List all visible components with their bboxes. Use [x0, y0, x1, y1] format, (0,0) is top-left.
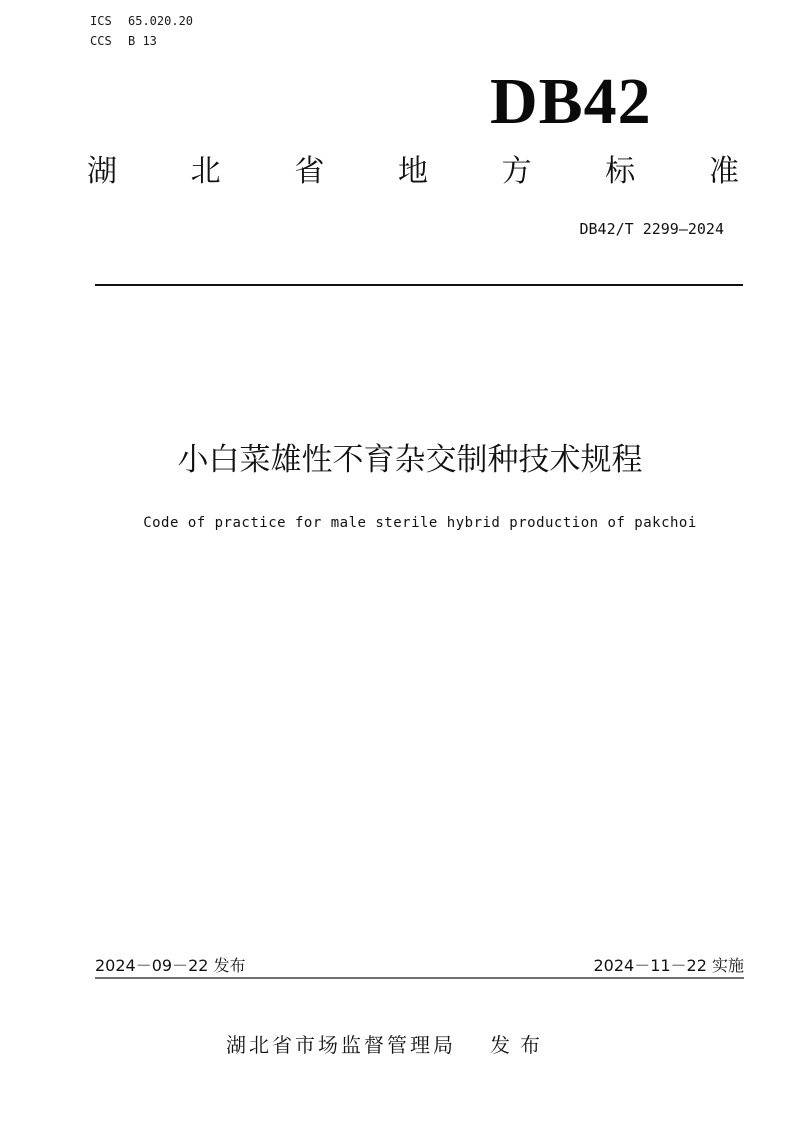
classification-codes: [90, 11, 193, 51]
brand-code-logo: DB42: [490, 65, 652, 138]
ics-label: ICS: [90, 14, 112, 28]
standard-number: DB42/T 2299—2024: [579, 220, 724, 238]
ccs-value: B 13: [128, 34, 157, 48]
standard-type-char: 湖: [87, 154, 117, 189]
standard-type-char: 北: [190, 154, 221, 189]
issuer-action: 发布: [490, 1033, 550, 1057]
issuer-name: 湖北省市场监督管理局: [226, 1033, 456, 1057]
bottom-divider: [95, 977, 744, 979]
document-title-english: Code of practice for male sterile hybrid production of pakchoi: [143, 515, 697, 531]
standard-type-char: 准: [708, 154, 739, 189]
ccs-label: CCS: [90, 34, 112, 48]
issue-date: 2024－09－22 发布: [95, 956, 246, 975]
top-divider: [95, 284, 743, 286]
issuing-authority: [226, 1031, 550, 1059]
document-title-chinese: 小白菜雄性不育杂交制种技术规程: [177, 442, 643, 478]
standard-type-char: 方: [501, 154, 532, 189]
ccs-code: [90, 31, 193, 51]
standard-type-char: 地: [397, 154, 428, 189]
implementation-date: 2024－11－22 实施: [593, 956, 744, 975]
ics-value: 65.020.20: [128, 14, 194, 28]
standard-type-char: 标: [605, 154, 636, 189]
standard-type-char: 省: [294, 154, 325, 189]
ics-code: [90, 11, 193, 31]
standard-type-heading: [87, 150, 739, 194]
